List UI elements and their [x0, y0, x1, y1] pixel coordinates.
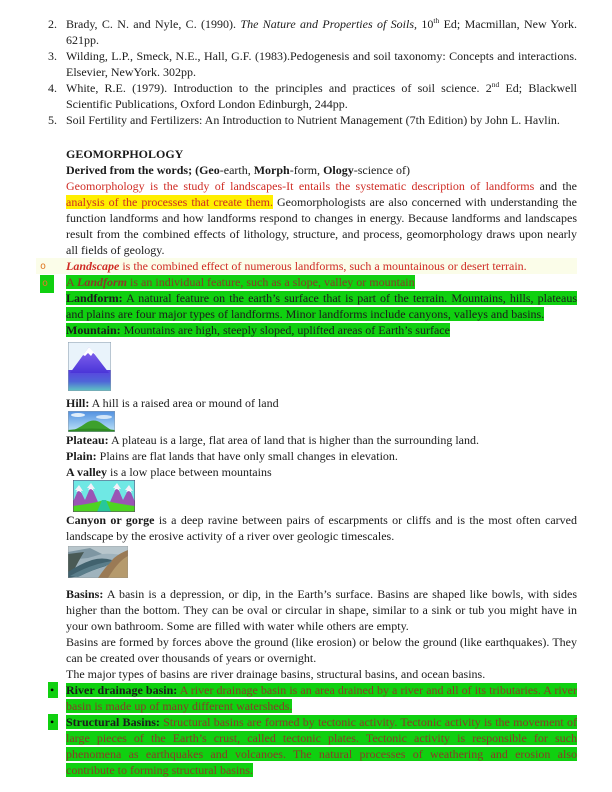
reference-list — [36, 16, 577, 128]
section-title: GEOMORPHOLOGY — [66, 147, 184, 161]
hill-definition: Hill: A hill is a raised area or mound of land — [66, 396, 279, 410]
canyon-image — [68, 546, 577, 578]
reference-text: Wilding, L.P., Smeck, N.E., Hall, G.F. (1983).Pedogenesis and soil taxonomy: Concepts and interactions. Elsevier, NewYork. 302pp. — [66, 49, 577, 79]
reference-number: 4. — [48, 81, 57, 95]
reference-item — [36, 112, 577, 128]
river-drainage-basin-bullet — [50, 682, 577, 714]
valley-definition: A valley is a low place between mountains — [66, 465, 272, 479]
reference-number: 5. — [48, 113, 57, 127]
reference-item — [36, 16, 577, 48]
landscape-text: Landscape is the combined effect of numerous landforms, such a mountainous or desert terrain. — [66, 259, 527, 273]
basins-types-paragraph: The major types of basins are river drainage basins, structural basins, and ocean basins. — [66, 667, 486, 681]
structural-basins-text: Structural Basins: Structural basins are formed by tectonic activity. Tectonic activity is the movement of large pieces of the Earth’s crust, called tectonic plates. Tectonic activity is responsible for such phenomena as earthquakes and volcanoes. The natural processes of weathering and erosion also contribute to forming structural basins. — [66, 715, 577, 777]
hill-image — [68, 411, 577, 432]
valley-image — [73, 480, 577, 512]
mountain-definition: Mountain: Mountains are high, steeply sloped, uplifted areas of Earth’s surface — [66, 323, 450, 337]
reference-item — [36, 48, 577, 80]
geomorphology-section — [40, 146, 578, 778]
dot-bullet-icon: • — [48, 714, 58, 730]
reference-number: 2. — [48, 17, 57, 31]
structural-basins-bullet — [50, 714, 577, 778]
landform-definition: Landform: A natural feature on the earth’s surface that is part of the terrain. Mountains, hills, plateaus and plains are four major types of landforms. Minor landforms include canyons, valleys and basins. — [66, 291, 577, 321]
circle-bullet-icon: o — [40, 275, 54, 293]
reference-text: Brady, C. N. and Nyle, C. (1990). The Nature and Properties of Soils, 10th Ed; Macmillan, New York. 621pp. — [66, 16, 578, 47]
dot-bullet-icon: • — [48, 682, 58, 698]
landform-bullet — [42, 274, 577, 290]
mountain-image — [68, 342, 577, 391]
intro-paragraph: Geomorphology is the study of landscapes-It entails the systematic description of landforms and the analysis of the processes that create them. Geomorphologists are also concerned with understanding the function landforms and how landforms respond to changes in energy. Because landforms and landscapes result from the combined effects of lithology, structure, and process, geomorphology draws upon nearly all fields of geology. — [66, 179, 577, 257]
circle-bullet-icon: o — [40, 261, 47, 272]
basins-definition: Basins: A basin is a depression, or dip, in the Earth’s surface. Basins are shaped like bowls, with sides higher than the bottom. They can be oval or circular in shape, similar to a sink or tub you might have in your own bathroom. Some are filled with water while others are empty. — [66, 587, 577, 633]
landscape-bullet — [36, 258, 577, 274]
reference-text: White, R.E. (1979). Introduction to the principles and practices of soil science. 2nd Ed; Blackwell Scientific Publications, Oxford London Edinburgh, 244pp. — [66, 80, 577, 111]
reference-text: Soil Fertility and Fertilizers: An Introduction to Nutrient Management (7th Edition) by John L. Havlin. — [66, 113, 560, 127]
plateau-definition: Plateau: A plateau is a large, flat area of land that is higher than the surrounding land. — [66, 433, 479, 447]
plain-definition: Plain: Plains are flat lands that have only small changes in elevation. — [66, 449, 398, 463]
canyon-definition: Canyon or gorge is a deep ravine between pairs of escarpments or cliffs and is the most often carved landscape by the erosive activity of a river over geologic timescales. — [66, 513, 578, 543]
reference-number: 3. — [48, 49, 57, 63]
landform-bullet-text: A Landform is an individual feature, such as a slope, valley or mountain — [66, 275, 415, 289]
reference-item — [36, 80, 577, 112]
basins-formed-paragraph: Basins are formed by forces above the ground (like erosion) or below the ground (like earthquakes). They can be created over thousands of years or overnight. — [66, 635, 577, 665]
derived-words-line: Derived from the words; (Geo-earth, Morph-form, Ology-science of) — [66, 163, 411, 177]
river-drainage-basin-text: River drainage basin: A river drainage basin is an area drained by a river and all of its tributaries. A river basin is made up of many different watersheds. — [66, 683, 577, 713]
